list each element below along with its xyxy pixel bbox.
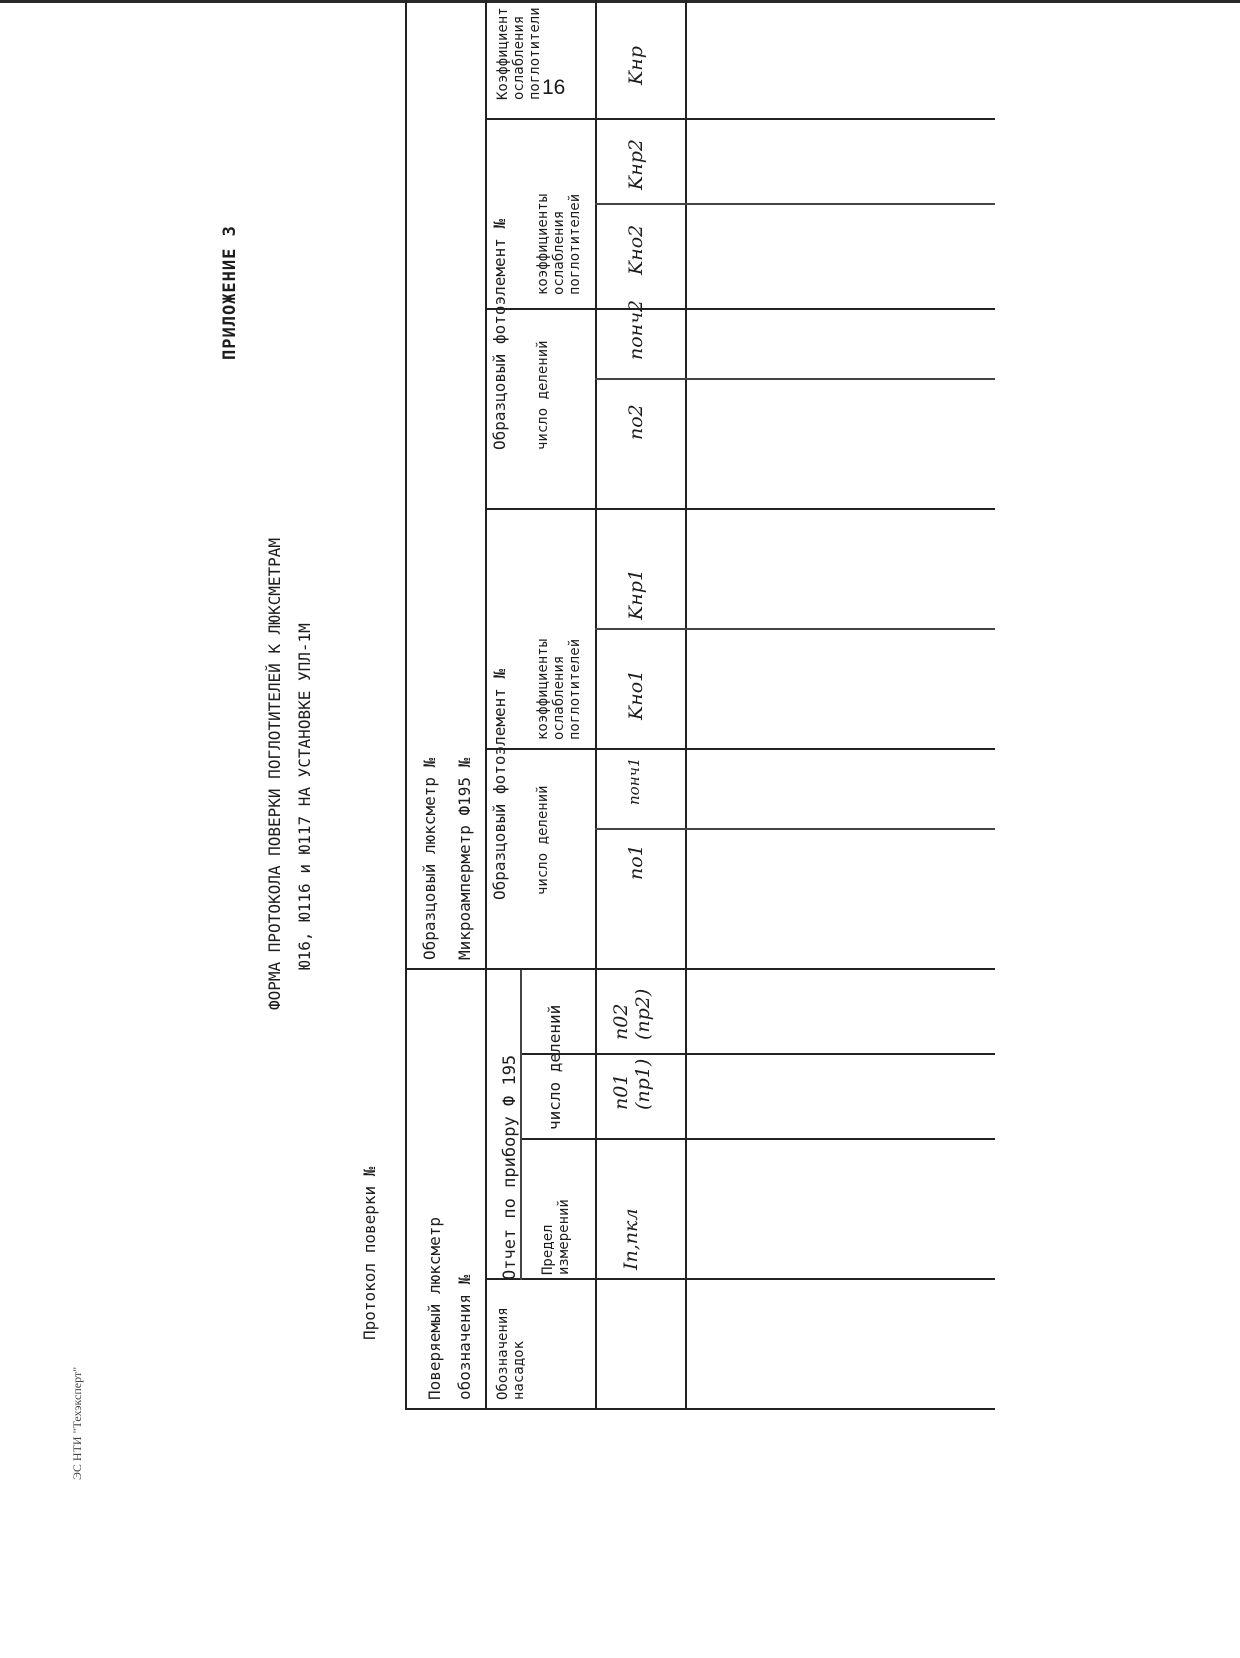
col-divider-1 xyxy=(405,968,995,970)
ref-photoelement-1: Образцовый фотоэлемент № xyxy=(490,668,509,900)
table-left-border xyxy=(405,1408,995,1410)
symbol-khp1: Kнр1 xyxy=(625,569,647,620)
form-title: ФОРМА ПРОТОКОЛА ПОВЕРКИ ПОГЛОТИТЕЛЕЙ К ЛЮКСМЕТРАМ xyxy=(265,537,284,1010)
symbol-n01: n01 (nр1) xyxy=(610,1058,654,1110)
symbol-no2: nо2 xyxy=(625,404,647,440)
table-body-divider xyxy=(685,0,687,1410)
reading-subheader-line xyxy=(520,970,522,1280)
microammeter-label: Микроамперметр Ф195 № xyxy=(455,757,474,960)
symbol-nonh2: nонч2 xyxy=(625,299,647,360)
symbol-nonh1: nонч1 xyxy=(625,757,643,805)
col-divider-3 xyxy=(520,1138,995,1140)
col-divider-2 xyxy=(485,1278,995,1280)
symbol-knp: Kнр xyxy=(625,46,647,85)
lux-meter-label: Поверяемый люксметр xyxy=(425,1216,444,1400)
col-divider-7 xyxy=(485,308,995,310)
watermark: ЭС НТИ "Техэксперт" xyxy=(70,1366,84,1480)
subcol-divider-d xyxy=(595,203,995,205)
col-divider-4 xyxy=(520,1053,995,1055)
col-divider-5 xyxy=(485,748,995,750)
table-symbol-divider xyxy=(595,0,597,1410)
subheader-range: Предел измерений xyxy=(540,1199,572,1275)
table-top-border xyxy=(405,0,407,1410)
col-header-reading: Отчет по прибору Ф 195 xyxy=(500,1054,520,1280)
ref-lux-meter-label: Образцовый люксметр № xyxy=(420,757,439,960)
table-header-divider xyxy=(485,0,487,1410)
subheader-divisions: число делений xyxy=(545,1004,564,1130)
top-border-line xyxy=(0,0,1240,3)
ref-photoelement-2: Образцовый фотоэлемент № xyxy=(490,218,509,450)
symbol-im: Iп,пкл xyxy=(620,1208,642,1270)
subcol-divider-c xyxy=(595,378,995,380)
col-header-designation: Обозначения насадок xyxy=(495,1307,527,1400)
subcol-divider-b xyxy=(595,628,995,630)
col-header-attenuation: Коэффициент ослабления поглотители xyxy=(495,7,543,100)
symbol-no1: nо1 xyxy=(625,844,647,880)
subheader-divisions-2: число делений xyxy=(535,340,551,450)
subheader-divisions-1: число делений xyxy=(535,785,551,895)
col-divider-6 xyxy=(485,508,995,510)
lux-designation-label: обозначения № xyxy=(455,1274,474,1400)
page-number: 16 xyxy=(542,76,566,99)
subheader-coefficients-2: коэффициенты ослабления поглотителей xyxy=(535,193,583,295)
appendix-label: ПРИЛОЖЕНИЕ 3 xyxy=(220,225,240,360)
symbol-kho2: Kно2 xyxy=(625,224,647,275)
protocol-sheet xyxy=(200,7,1050,1440)
symbol-n02: n02 (nр2) xyxy=(610,988,654,1040)
subheader-coefficients-1: коэффициенты ослабления поглотителей xyxy=(535,638,583,740)
symbol-kho1: Kно1 xyxy=(625,669,647,720)
col-divider-8 xyxy=(485,118,995,120)
subcol-divider-a xyxy=(595,828,995,830)
form-subtitle: Ю16, Ю116 и Ю117 НА УСТАНОВКЕ УПЛ-1М xyxy=(295,623,314,970)
symbol-khp2: Kнр2 xyxy=(625,139,647,190)
protocol-label: Протокол поверки № xyxy=(360,1166,379,1340)
